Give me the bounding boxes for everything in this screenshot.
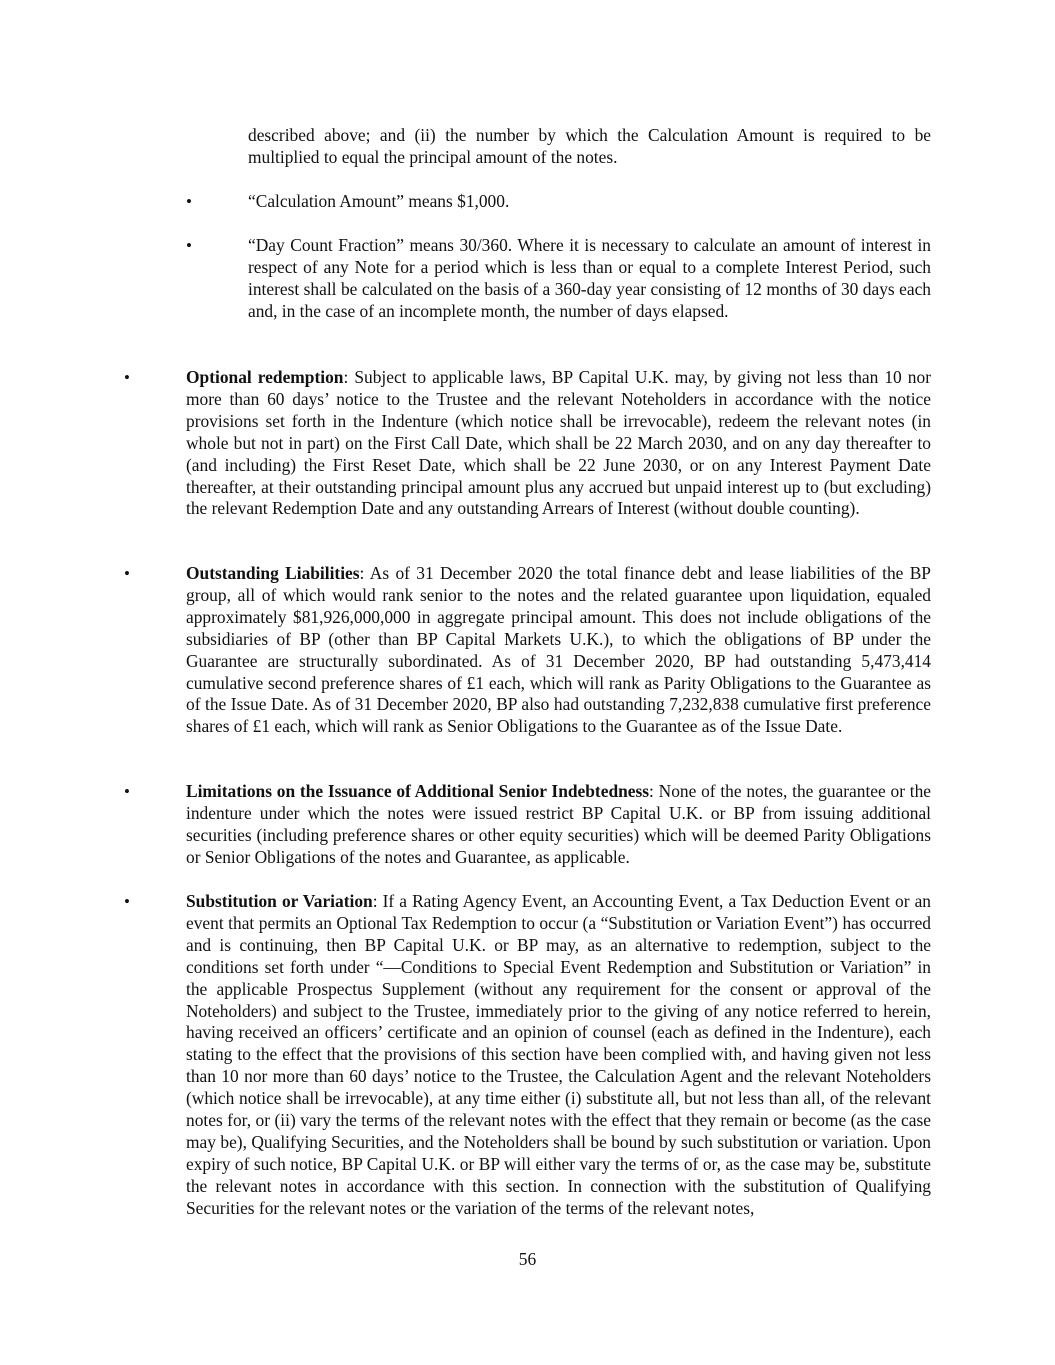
bullet-icon: • [124,782,130,801]
term-limitations: Limitations on the Issuance of Additional Senior Indebtedness [186,781,650,801]
term-outstanding-liabilities: Outstanding Liabilities [186,563,360,583]
item-outstanding-liabilities [186,563,931,738]
page-number: 56 [518,1249,537,1269]
bullet-icon: • [186,192,192,211]
text-outstanding-liabilities: : As of 31 December 2020 the total finance debt and lease liabilities of the BP group, all of which would rank senior to the notes and the related guarantee upon liquidation, equaled approximately $81,926,000,000 in aggregate principal amount. This does not include obligations of the subsidiaries of BP (other than BP Capital Markets U.K.), to which the obligations of BP under the Guarantee are structurally subordinated. As of 31 December 2020, BP had outstanding 5,473,414 cumulative second preference shares of £1 each, which will rank as Parity Obligations to the Guarantee as of the Issue Date. As of 31 December 2020, BP also had outstanding 7,232,838 cumulative first preference shares of £1 each, which will rank as Senior Obligations to the Guarantee as of the Issue Date. [186,563,931,737]
item-optional-redemption [186,367,931,520]
item-limitations [186,781,931,869]
sub-item-day-count-fraction: “Day Count Fraction” means 30/360. Where it is necessary to calculate an amount of interest in respect of any Note for a period which is less than or equal to a complete Interest Period, such interest shall be calculated on the basis of a 360-day year consisting of 12 months of 30 days each and, in the case of an incomplete month, the number of days elapsed. [248,235,931,321]
bullet-icon: • [124,368,130,387]
text-optional-redemption: : Subject to applicable laws, BP Capital U.K. may, by giving not less than 10 nor more than 60 days’ notice to the Trustee and the relevant Noteholders in accordance with the notice provisions set forth in the Indenture (which notice shall be irrevocable), redeem the relevant notes (in whole but not in part) on the First Call Date, which shall be 22 March 2030, and on any day thereafter to (and including) the First Reset Date, which shall be 22 June 2030, or on any Interest Payment Date thereafter, at their outstanding principal amount plus any accrued but unpaid interest up to (but excluding) the relevant Redemption Date and any outstanding Arrears of Interest (without double counting). [186,367,931,519]
item-substitution-or-variation [186,891,931,1220]
text-substitution-or-variation: : If a Rating Agency Event, an Accounting Event, a Tax Deduction Event or an event that permits an Optional Tax Redemption to occur (a “Substitution or Variation Event”) has occurred and is continuing, then BP Capital U.K. or BP may, as an alternative to redemption, subject to the conditions set forth under “—Conditions to Special Event Redemption and Substitution or Variation” in the applicable Prospectus Supplement (without any requirement for the consent or approval of the Noteholders) and subject to the Trustee, immediately prior to the giving of any notice referred to herein, having received an officers’ certificate and an opinion of counsel (each as defined in the Indenture), each stating to the effect that the provisions of this section have been complied with, and having given not less than 10 nor more than 60 days’ notice to the Trustee, the Calculation Agent and the relevant Noteholders (which notice shall be irrevocable), at any time either (i) substitute all, but not less than all, of the relevant notes for, or (ii) vary the terms of the relevant notes with the effect that they remain or become (as the case may be), Qualifying Securities, and the Noteholders shall be bound by such substitution or variation. Upon expiry of such notice, BP Capital U.K. or BP will either vary the terms of or, as the case may be, substitute the relevant notes in accordance with this section. In connection with the substitution of Qualifying Securities for the relevant notes or the variation of the terms of the relevant notes, [186,891,931,1218]
term-substitution-or-variation: Substitution or Variation [186,891,373,911]
text-limitations: : None of the notes, the guarantee or the indenture under which the notes were issued restrict BP Capital U.K. or BP from issuing additional securities (including preference shares or other equity securities) which will be deemed Parity Obligations or Senior Obligations of the notes and Guarantee, as applicable. [186,781,931,867]
bullet-icon: • [124,892,130,911]
sub-item-continuation: described above; and (ii) the number by which the Calculation Amount is required to be multiplied to equal the principal amount of the notes. [248,125,931,167]
term-optional-redemption: Optional redemption [186,367,344,387]
sub-item-calculation-amount: “Calculation Amount” means $1,000. [248,191,510,211]
bullet-icon: • [186,236,192,255]
bullet-icon: • [124,564,130,583]
